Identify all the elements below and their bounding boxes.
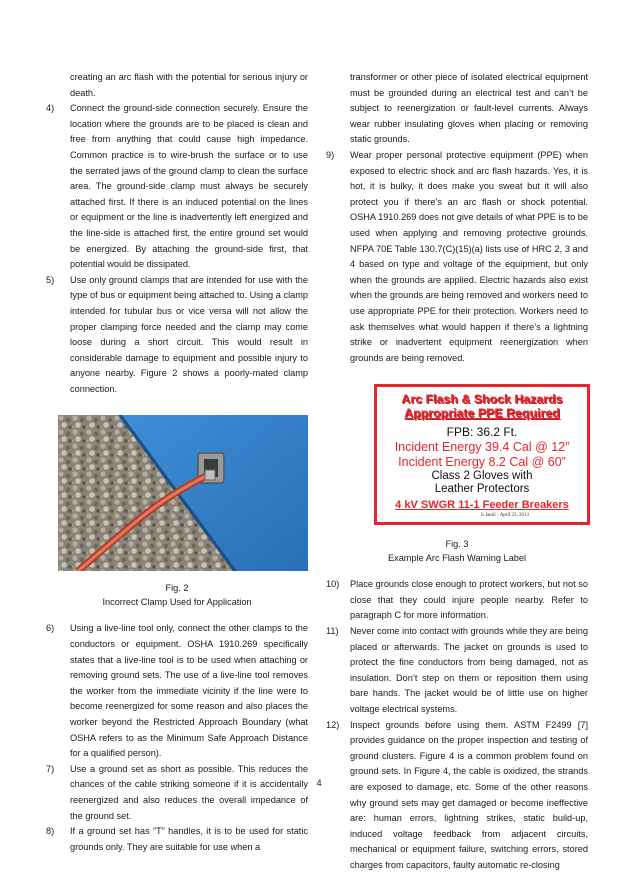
item-text: Wear proper personal protective equipment (PPE) when exposed to electric shock and arc flash hazards. Yes, it is hot, it is bulky, it does make you sweat but it will also protect you if there’s an arc flash or shock potential. OSHA 1910.269 does not give details of what PPE is to be used when applying and removing protective grounds. NFPA 70E Table 130.7(C)(15)(a) lists use of HRC 2, 3 and 4 based on type and voltage of the equipment, but only when the grounds are applied. Electric hazards also exist when the grounds are being removed and workers need to use appropriate PPE for their protection. Workers need to ask themselves what would happen if there’s a lightning strike or inadvertent equipment reenergization when grounds are being removed. [350,149,589,363]
item-text: Connect the ground-side connection securely. Ensure the location where the grounds are to be placed is clean and free from anything that could cause high impedance. Common practice is to wire-brush the surface or to use the serrated jaws of the ground clamp to clean the surface area. The ground-side clamp must always be securely attached first. If there is an induced potential on the lines or equipment or the line is inadvertently left energized and the line-side is attached first, the entire ground set would be energized. By attaching the ground-side first, that potential would be dissipated. [70,103,308,270]
page-number: 4 [316,778,322,788]
item-text: Use only ground clamps that are intended for use with the type of bus or equipment being attached to. Using a clamp intended for tubular bus or vice versa will not allow the proper clamping force needed and the clamp may come loose during a short circuit. This would result in considerable damage to equipment and possible injury to anyone nearby. Figure 2 shows a poorly-mated clamp connection. [70,274,308,394]
item-text: Never come into contact with grounds while they are being placed or afterwards. The jacket on grounds is used to protect the fine conductors from being damaged, not as insulation. Don’t step on them or reposition them using bare hands. The jacket would be of little use on higher voltage electrical systems. [350,626,588,715]
label-subtitle: Appropriate PPE Required [404,406,560,421]
item-number: 5) [46,274,55,285]
item-number: 11) [326,626,339,637]
item-number: 8) [46,826,55,837]
item-number: 7) [46,763,55,774]
figure-3-warning-label [374,384,590,525]
paragraph-continuation: creating an arc flash with the potential for serious injury or death. [70,72,308,98]
label-gloves-line2: Leather Protectors [434,483,530,496]
label-gloves-line1: Class 2 Gloves with [431,470,533,483]
list-item-11 [326,624,588,718]
right-column [326,70,588,874]
list-item-8 [46,824,308,855]
clamp-photo-image [58,415,308,571]
label-signature: S Jamil - April 23, 2013 [480,513,529,519]
list-item-6 [46,621,308,761]
item-number: 10) [326,579,340,590]
label-fpb: FPB: 36.2 Ft. [446,425,518,440]
list-item-4 [46,101,308,273]
list-item-10 [326,577,588,624]
item-number: 4) [46,103,55,114]
item-text: Place grounds close enough to protect workers, but not so close that they could injure people nearby. Refer to paragraph C for more information. [350,579,588,621]
item-text: Use a ground set as short as possible. This reduces the chances of the cable striking someone if it is accidentally reenergized and also reduces the overall impedance of the ground set. [70,763,308,821]
item-text: Using a live-line tool only, connect the other clamps to the conductors or equipment. OSHA 1910.269 specifically states that a live-line tool is to be used when attaching or removing ground sets. The use of a live-line tool removes the worker from the immediate vicinity if the line were to become reenergized for some reason and also places the worker beyond the Restricted Approach Boundary (what OSHA refers to as the Minimum Safe Approach Distance for a qualified person). [70,623,308,759]
label-energy-60: Incident Energy 8.2 Cal @ 60” [398,455,566,470]
item-text: Inspect grounds before using them. ASTM F2499 [7] provides guidance on the proper inspection and testing of ground clusters. Figure 4 is a common problem found on ground sets. In Figure 4, the cable is oxidized, the strands are exposed to damage, etc. Some of the other reasons why ground sets may get damaged or become ineffective are: human errors, lightning strikes, static build-up, induced voltage feedback from adjacent circuits, mechanical or equipment failure, switching errors, stored charges from capacitors, faulty automatic re-closing [350,719,588,870]
label-title: Arc Flash & Shock Hazards [401,392,563,407]
item-number: 9) [326,149,335,160]
list-item-9 [326,148,588,366]
list-item-5 [46,273,308,398]
list-item-7 [46,762,308,824]
label-energy-12: Incident Energy 39.4 Cal @ 12” [394,440,570,455]
item-number: 12) [326,719,340,730]
figure-2-label: Fig. 2 [165,583,189,594]
figure-2-caption: Incorrect Clamp Used for Application [102,597,252,608]
label-equipment: 4 kV SWGR 11-1 Feeder Breakers [395,499,569,512]
left-column [46,70,308,855]
figure-2-photo [58,415,308,571]
item-text: If a ground set has “T” handles, it is to be used for static grounds only. They are suitable for use when a [70,826,308,852]
list-item-12 [326,718,588,874]
paragraph-continuation: transformer or other piece of isolated electrical equipment must be grounded during an electrical test and can’t be subject to reenergization or fault-level currents. Always wear rubber insulating gloves when placing or removing static grounds. [350,72,588,145]
item-number: 6) [46,623,55,634]
figure-3-caption: Example Arc Flash Warning Label [387,553,527,564]
figure-3-label: Fig. 3 [445,539,469,550]
arc-flash-label-box [374,384,590,525]
